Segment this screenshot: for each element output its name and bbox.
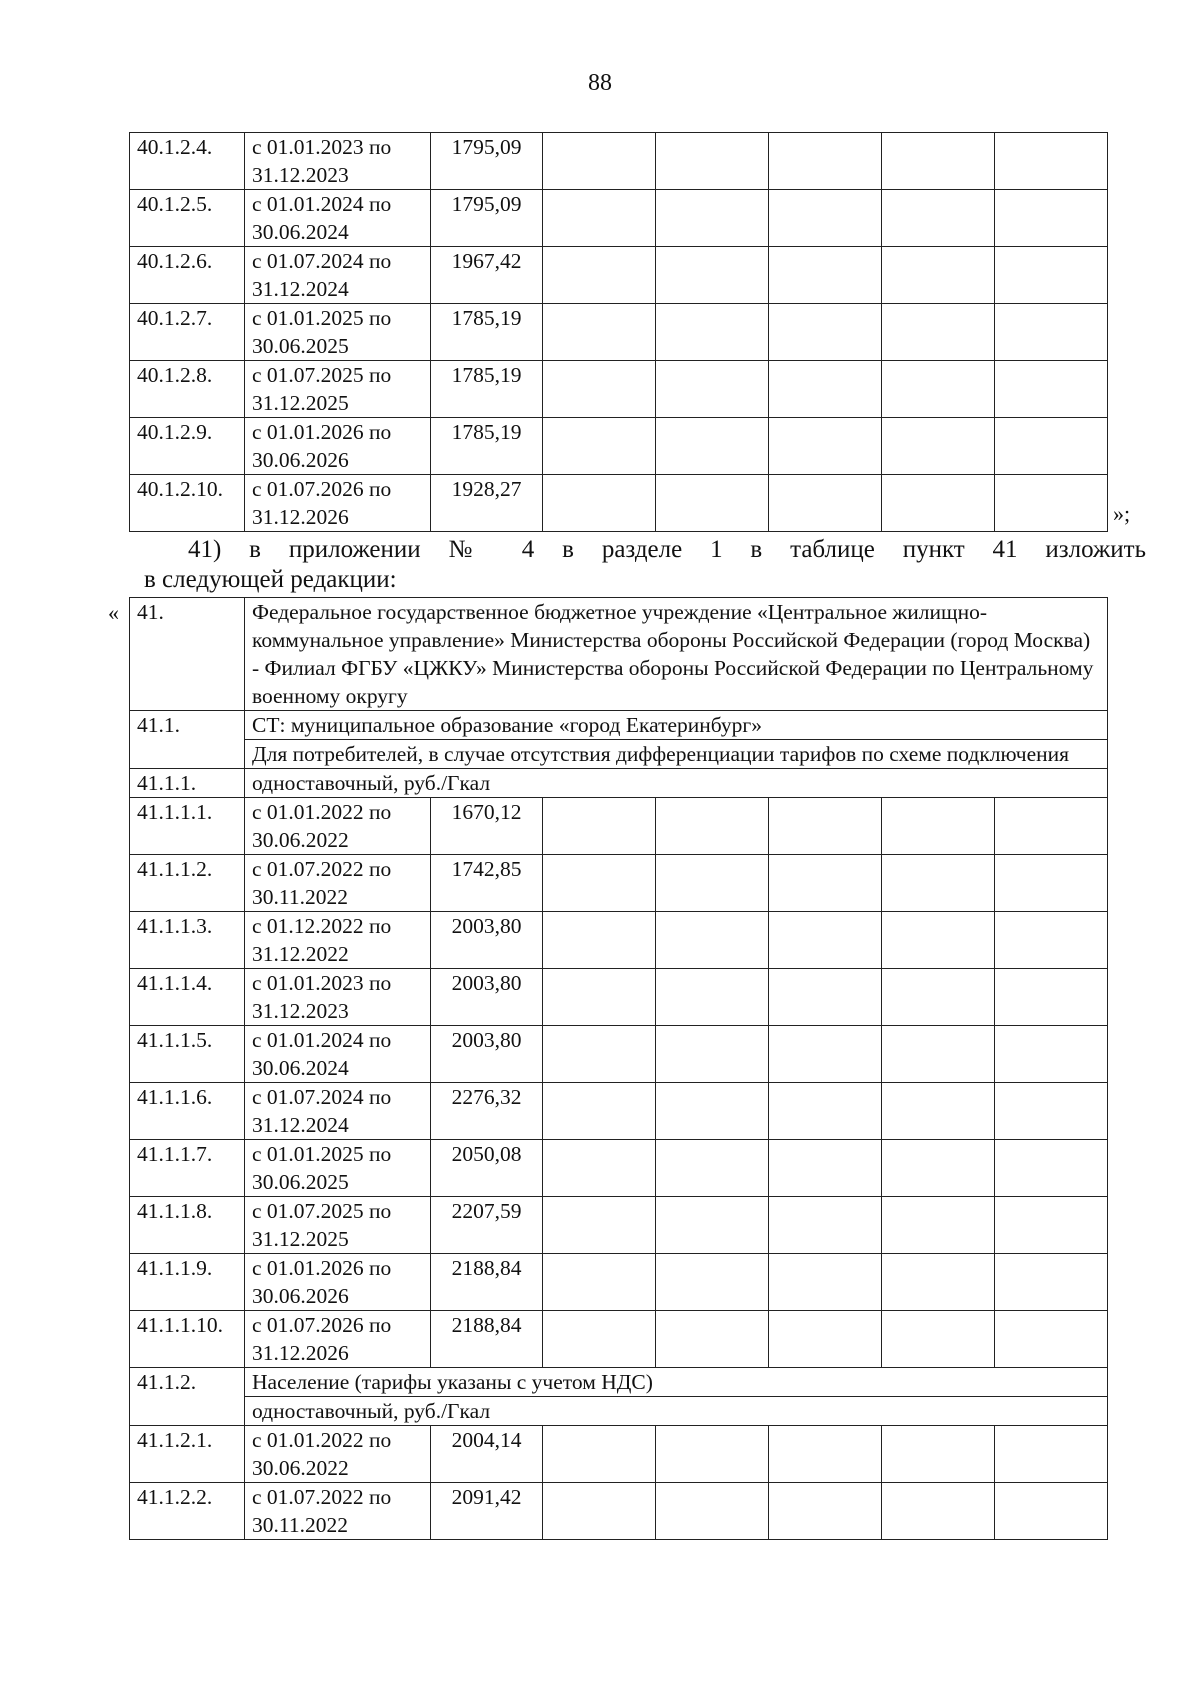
empty-cell: [769, 304, 882, 361]
empty-cell: [995, 247, 1108, 304]
row-period: [245, 912, 431, 969]
row-value: 1785,19: [431, 304, 543, 361]
period-end: 31.12.2022: [252, 942, 349, 966]
empty-cell: [769, 1083, 882, 1140]
row-value: 2003,80: [431, 912, 543, 969]
tariff-row: [130, 361, 1108, 418]
row-value: 1785,19: [431, 418, 543, 475]
row-code: 40.1.2.7.: [130, 304, 245, 361]
pop-code: 41.1.2.: [130, 1368, 245, 1426]
empty-cell: [882, 304, 995, 361]
row-value: 1670,12: [431, 798, 543, 855]
pop-text: Население (тарифы указаны с учетом НДС): [245, 1368, 1108, 1397]
row-code: 41.1.1.5.: [130, 1026, 245, 1083]
row-period: [245, 1197, 431, 1254]
row-code: 41.1.1.1.: [130, 798, 245, 855]
row-period: [245, 1426, 431, 1483]
empty-cell: [882, 1083, 995, 1140]
closing-quote-mark: »;: [1113, 501, 1131, 526]
tariff-row: [130, 1026, 1108, 1083]
row-period: [245, 855, 431, 912]
empty-cell: [769, 969, 882, 1026]
period-start: с 01.01.2024 по: [252, 192, 392, 216]
org-name: Федеральное государственное бюджетное учреждение «Центральное жилищно-коммунальное управление» Министерства обороны Российской Федерации (город Москва) - Филиал ФГБУ «ЦЖКУ» Министерства обороны Российской Федерации по Центральному военному округу: [245, 598, 1108, 711]
empty-cell: [769, 1426, 882, 1483]
empty-cell: [769, 475, 882, 532]
row-value: 2004,14: [431, 1426, 543, 1483]
empty-cell: [995, 304, 1108, 361]
empty-cell: [995, 1426, 1108, 1483]
empty-cell: [882, 1426, 995, 1483]
period-start: с 01.01.2023 по: [252, 135, 392, 159]
period-start: с 01.07.2025 по: [252, 363, 392, 387]
empty-cell: [769, 1311, 882, 1368]
empty-cell: [882, 190, 995, 247]
empty-cell: [995, 1311, 1108, 1368]
row-value: 1742,85: [431, 855, 543, 912]
period-start: с 01.01.2022 по: [252, 800, 392, 824]
empty-cell: [543, 1483, 656, 1540]
row-period: [245, 1311, 431, 1368]
period-start: с 01.01.2024 по: [252, 1028, 392, 1052]
row-code: 41.1.1.4.: [130, 969, 245, 1026]
row-value: 2003,80: [431, 969, 543, 1026]
empty-cell: [656, 1083, 769, 1140]
empty-cell: [995, 1254, 1108, 1311]
empty-cell: [656, 133, 769, 190]
empty-cell: [882, 912, 995, 969]
empty-cell: [882, 361, 995, 418]
empty-cell: [995, 1197, 1108, 1254]
empty-cell: [769, 190, 882, 247]
period-end: 30.06.2022: [252, 828, 349, 852]
empty-cell: [656, 912, 769, 969]
empty-cell: [995, 1026, 1108, 1083]
tariff-row: [130, 1083, 1108, 1140]
empty-cell: [656, 1426, 769, 1483]
empty-cell: [995, 418, 1108, 475]
period-end: 30.06.2024: [252, 220, 349, 244]
tariff-row: [130, 912, 1108, 969]
empty-cell: [995, 190, 1108, 247]
row-period: [245, 969, 431, 1026]
empty-cell: [543, 1254, 656, 1311]
org-code: 41.: [130, 598, 245, 711]
tariff-row: [130, 304, 1108, 361]
tariff-rows-41-1-2: [130, 1426, 1108, 1540]
tariff-row: [130, 190, 1108, 247]
period-start: с 01.07.2024 по: [252, 249, 392, 273]
empty-cell: [769, 418, 882, 475]
empty-cell: [882, 969, 995, 1026]
tariff-table-40: [129, 132, 1108, 532]
page-number: 88: [588, 70, 612, 96]
period-end: 31.12.2026: [252, 1341, 349, 1365]
row-code: 41.1.2.1.: [130, 1426, 245, 1483]
row-period: [245, 190, 431, 247]
period-end: 30.06.2025: [252, 334, 349, 358]
empty-cell: [882, 418, 995, 475]
period-start: с 01.01.2025 по: [252, 1142, 392, 1166]
period-end: 30.11.2022: [252, 885, 348, 909]
empty-cell: [656, 1026, 769, 1083]
row-value: 2050,08: [431, 1140, 543, 1197]
period-end: 31.12.2025: [252, 1227, 349, 1251]
empty-cell: [769, 361, 882, 418]
empty-cell: [995, 1083, 1108, 1140]
empty-cell: [995, 361, 1108, 418]
empty-cell: [769, 133, 882, 190]
row-value: 1795,09: [431, 133, 543, 190]
empty-cell: [543, 1026, 656, 1083]
period-start: с 01.01.2026 по: [252, 420, 392, 444]
amendment-paragraph-line1: 41) в приложении № 4 в разделе 1 в таблице пункт 41 изложить: [188, 536, 1146, 563]
empty-cell: [995, 912, 1108, 969]
row-code: 41.1.1.9.: [130, 1254, 245, 1311]
empty-cell: [769, 798, 882, 855]
row-period: [245, 475, 431, 532]
period-end: 31.12.2024: [252, 1113, 349, 1137]
period-start: с 01.01.2023 по: [252, 971, 392, 995]
row-period: [245, 798, 431, 855]
empty-cell: [543, 912, 656, 969]
period-end: 31.12.2026: [252, 505, 349, 529]
empty-cell: [543, 361, 656, 418]
period-start: с 01.07.2022 по: [252, 857, 392, 881]
empty-cell: [882, 1140, 995, 1197]
row-value: 2188,84: [431, 1254, 543, 1311]
empty-cell: [995, 798, 1108, 855]
empty-cell: [543, 1083, 656, 1140]
period-end: 30.06.2026: [252, 1284, 349, 1308]
row-period: [245, 418, 431, 475]
empty-cell: [543, 798, 656, 855]
row-code: 41.1.1.10.: [130, 1311, 245, 1368]
row-period: [245, 1483, 431, 1540]
tariff-table-41-body: [130, 598, 1108, 798]
empty-cell: [543, 475, 656, 532]
period-end: 31.12.2024: [252, 277, 349, 301]
row-period: [245, 1254, 431, 1311]
row-value: 2207,59: [431, 1197, 543, 1254]
pop-row: [130, 1368, 1108, 1397]
empty-cell: [882, 247, 995, 304]
period-start: с 01.07.2024 по: [252, 1085, 392, 1109]
tariff-row: [130, 798, 1108, 855]
row-code: 41.1.1.7.: [130, 1140, 245, 1197]
row-period: [245, 304, 431, 361]
empty-cell: [656, 969, 769, 1026]
empty-cell: [769, 1140, 882, 1197]
empty-cell: [656, 475, 769, 532]
empty-cell: [882, 1483, 995, 1540]
empty-cell: [543, 1140, 656, 1197]
empty-cell: [995, 855, 1108, 912]
opening-quote-mark: «: [108, 600, 119, 625]
period-end: 30.06.2024: [252, 1056, 349, 1080]
st-code: 41.1.: [130, 711, 245, 769]
period-end: 31.12.2023: [252, 163, 349, 187]
period-start: с 01.07.2022 по: [252, 1485, 392, 1509]
st-row: [130, 711, 1108, 740]
empty-cell: [656, 1197, 769, 1254]
row-value: 2276,32: [431, 1083, 543, 1140]
tariff-table-41: [129, 597, 1108, 1540]
empty-cell: [656, 418, 769, 475]
rate1-text: одноставочный, руб./Гкал: [245, 769, 1108, 798]
row-code: 40.1.2.9.: [130, 418, 245, 475]
tariff-rows-41-1-1: [130, 798, 1108, 1368]
empty-cell: [656, 1140, 769, 1197]
row-code: 40.1.2.5.: [130, 190, 245, 247]
empty-cell: [656, 1483, 769, 1540]
empty-cell: [882, 855, 995, 912]
row-period: [245, 1140, 431, 1197]
period-start: с 01.01.2022 по: [252, 1428, 392, 1452]
empty-cell: [995, 969, 1108, 1026]
row-value: 2091,42: [431, 1483, 543, 1540]
empty-cell: [882, 1254, 995, 1311]
tariff-row: [130, 969, 1108, 1026]
period-end: 30.06.2026: [252, 448, 349, 472]
period-start: с 01.01.2025 по: [252, 306, 392, 330]
tariff-row: [130, 247, 1108, 304]
empty-cell: [769, 1197, 882, 1254]
tariff-row: [130, 133, 1108, 190]
row-value: 1967,42: [431, 247, 543, 304]
empty-cell: [656, 855, 769, 912]
row-code: 40.1.2.10.: [130, 475, 245, 532]
empty-cell: [769, 1026, 882, 1083]
period-end: 30.06.2022: [252, 1456, 349, 1480]
population-section: [130, 1368, 1108, 1426]
period-start: с 01.01.2026 по: [252, 1256, 392, 1280]
period-end: 31.12.2023: [252, 999, 349, 1023]
empty-cell: [656, 1311, 769, 1368]
tariff-row: [130, 1197, 1108, 1254]
org-row: [130, 598, 1108, 711]
row-value: 1795,09: [431, 190, 543, 247]
period-end: 30.11.2022: [252, 1513, 348, 1537]
empty-cell: [882, 1311, 995, 1368]
empty-cell: [543, 1426, 656, 1483]
row-period: [245, 1083, 431, 1140]
rate1-row: [130, 769, 1108, 798]
row-value: 2188,84: [431, 1311, 543, 1368]
empty-cell: [656, 247, 769, 304]
empty-cell: [995, 475, 1108, 532]
row-value: 1928,27: [431, 475, 543, 532]
empty-cell: [543, 418, 656, 475]
st-name: СТ: муниципальное образование «город Екатеринбург»: [245, 711, 1108, 740]
empty-cell: [882, 133, 995, 190]
row-code: 40.1.2.4.: [130, 133, 245, 190]
empty-cell: [656, 190, 769, 247]
row-code: 41.1.1.2.: [130, 855, 245, 912]
row-code: 41.1.2.2.: [130, 1483, 245, 1540]
empty-cell: [769, 855, 882, 912]
empty-cell: [995, 1483, 1108, 1540]
row-period: [245, 361, 431, 418]
period-end: 30.06.2025: [252, 1170, 349, 1194]
period-start: с 01.07.2025 по: [252, 1199, 392, 1223]
empty-cell: [995, 133, 1108, 190]
empty-cell: [769, 247, 882, 304]
row-value: 2003,80: [431, 1026, 543, 1083]
consumers-row: [130, 740, 1108, 769]
tariff-row: [130, 418, 1108, 475]
empty-cell: [769, 912, 882, 969]
period-end: 31.12.2025: [252, 391, 349, 415]
empty-cell: [543, 304, 656, 361]
tariff-row: [130, 855, 1108, 912]
amendment-paragraph-line2: в следующей редакции:: [144, 566, 397, 593]
empty-cell: [882, 1026, 995, 1083]
row-code: 40.1.2.8.: [130, 361, 245, 418]
rate2-text: одноставочный, руб./Гкал: [245, 1397, 1108, 1426]
empty-cell: [543, 855, 656, 912]
empty-cell: [543, 969, 656, 1026]
empty-cell: [769, 1483, 882, 1540]
row-code: 41.1.1.3.: [130, 912, 245, 969]
empty-cell: [543, 1311, 656, 1368]
row-code: 41.1.1.6.: [130, 1083, 245, 1140]
empty-cell: [882, 798, 995, 855]
period-start: с 01.12.2022 по: [252, 914, 392, 938]
row-code: 41.1.1.8.: [130, 1197, 245, 1254]
tariff-row: [130, 1254, 1108, 1311]
consumers-text: Для потребителей, в случае отсутствия дифференциации тарифов по схеме подключения: [245, 740, 1108, 769]
empty-cell: [543, 190, 656, 247]
tariff-row: [130, 475, 1108, 532]
tariff-row: [130, 1483, 1108, 1540]
empty-cell: [995, 1140, 1108, 1197]
tariff-table-40-body: [130, 133, 1108, 532]
empty-cell: [882, 1197, 995, 1254]
row-period: [245, 1026, 431, 1083]
row-period: [245, 247, 431, 304]
empty-cell: [656, 798, 769, 855]
rate2-row: [130, 1397, 1108, 1426]
row-code: 40.1.2.6.: [130, 247, 245, 304]
row-value: 1785,19: [431, 361, 543, 418]
empty-cell: [543, 247, 656, 304]
empty-cell: [543, 133, 656, 190]
period-start: с 01.07.2026 по: [252, 477, 392, 501]
rate1-code: 41.1.1.: [130, 769, 245, 798]
empty-cell: [882, 475, 995, 532]
tariff-row: [130, 1426, 1108, 1483]
empty-cell: [543, 1197, 656, 1254]
empty-cell: [656, 361, 769, 418]
empty-cell: [656, 1254, 769, 1311]
row-period: [245, 133, 431, 190]
tariff-row: [130, 1311, 1108, 1368]
tariff-row: [130, 1140, 1108, 1197]
empty-cell: [769, 1254, 882, 1311]
period-start: с 01.07.2026 по: [252, 1313, 392, 1337]
empty-cell: [656, 304, 769, 361]
